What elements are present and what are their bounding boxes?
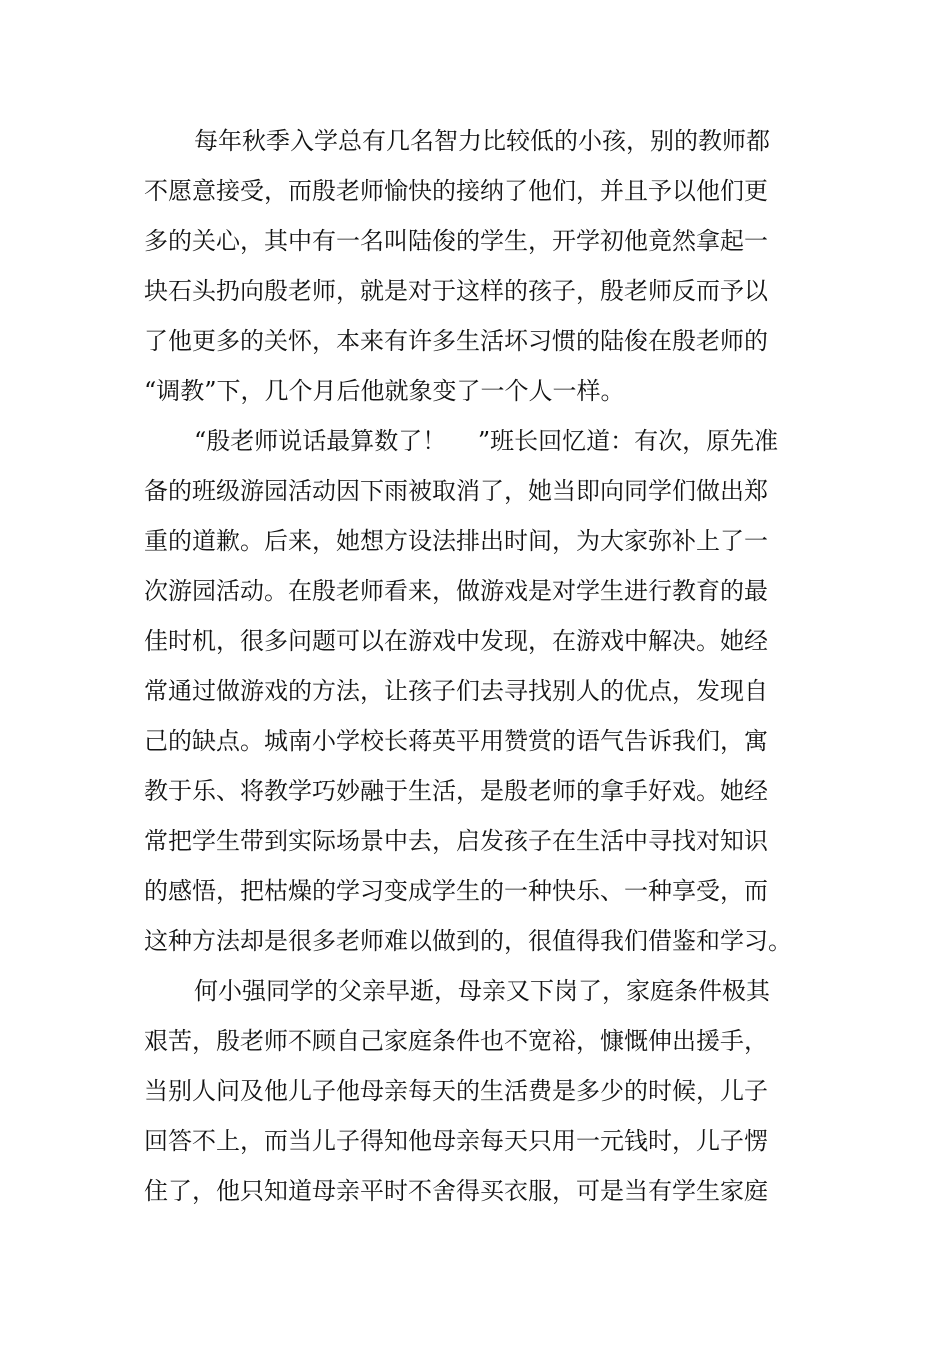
paragraph-2-line-10: 的感悟，把枯燥的学习变成学生的一种快乐、一种享受，而 xyxy=(144,877,768,905)
paragraph-2-line-3: 重的道歉。后来，她想方设法排出时间，为大家弥补上了一 xyxy=(144,527,768,555)
paragraph-1-line-4: 块石头扔向殷老师，就是对于这样的孩子，殷老师反而予以 xyxy=(144,277,768,305)
paragraph-3-line-5: 住了，他只知道母亲平时不舍得买衣服，可是当有学生家庭 xyxy=(144,1177,768,1205)
paragraph-2-line-7: 己的缺点。城南小学校长蒋英平用赞赏的语气告诉我们，寓 xyxy=(144,727,768,755)
paragraph-3-line-2: 艰苦，殷老师不顾自己家庭条件也不宽裕，慷慨伸出援手， xyxy=(144,1027,768,1055)
paragraph-3-line-4: 回答不上，而当儿子得知他母亲每天只用一元钱时，儿子愣 xyxy=(144,1127,768,1155)
paragraph-1-line-2: 不愿意接受，而殷老师愉快的接纳了他们，并且予以他们更 xyxy=(144,177,768,205)
paragraph-2-line-2: 备的班级游园活动因下雨被取消了，她当即向同学们做出郑 xyxy=(144,477,768,505)
paragraph-3-line-3: 当别人问及他儿子他母亲每天的生活费是多少的时候，儿子 xyxy=(144,1077,768,1105)
paragraph-1-line-5: 了他更多的关怀，本来有许多生活坏习惯的陆俊在殷老师的 xyxy=(144,327,768,355)
paragraph-2-line-11: 这种方法却是很多老师难以做到的，很值得我们借鉴和学习。 xyxy=(144,927,792,955)
paragraph-2-line-6: 常通过做游戏的方法，让孩子们去寻找别人的优点，发现自 xyxy=(144,677,768,705)
paragraph-2-line-1: “殷老师说话最算数了！ ”班长回忆道：有次，原先准 xyxy=(194,427,779,455)
paragraph-2-line-5: 佳时机，很多问题可以在游戏中发现，在游戏中解决。她经 xyxy=(144,627,768,655)
paragraph-1-line-6: “调教”下，几个月后他就象变了一个人一样。 xyxy=(144,377,625,405)
paragraph-1-line-1: 每年秋季入学总有几名智力比较低的小孩，别的教师都 xyxy=(194,127,770,155)
paragraph-2-line-8: 教于乐、将教学巧妙融于生活，是殷老师的拿手好戏。她经 xyxy=(144,777,768,805)
paragraph-2-line-9: 常把学生带到实际场景中去，启发孩子在生活中寻找对知识 xyxy=(144,827,768,855)
paragraph-1-line-3: 多的关心，其中有一名叫陆俊的学生，开学初他竟然拿起一 xyxy=(144,227,768,255)
paragraph-2-line-4: 次游园活动。在殷老师看来，做游戏是对学生进行教育的最 xyxy=(144,577,768,605)
paragraph-3-line-1: 何小强同学的父亲早逝，母亲又下岗了，家庭条件极其 xyxy=(194,977,770,1005)
